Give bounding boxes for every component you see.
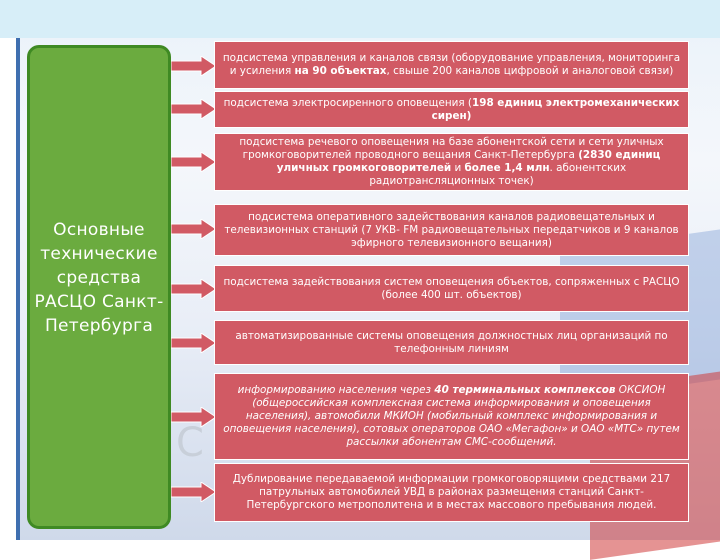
- subsystem-box-5: [214, 265, 689, 312]
- left-accent-line: [16, 38, 20, 540]
- subsystem-box-7: [214, 373, 689, 460]
- connector-arrow-6: [171, 333, 216, 353]
- subsystem-box-6: [214, 320, 689, 365]
- subsystem-text-4: подсистема оперативного задействования каналов радиовещательных и телевизионных станций (7 УКВ- FM радиовещательных передатчиков и 9 каналов эфирного телевизионного вещания): [224, 210, 679, 249]
- connector-arrow-1: [171, 56, 216, 76]
- subsystem-box-1: [214, 41, 689, 89]
- subsystem-text-8: Дублирование передаваемой информации громкоговорящими средствами 217 патрульных автомобилей УВД в районах размещения станций Санкт-Петербургского метрополитена и в местах массового пребывания людей.: [232, 473, 671, 511]
- subsystem-text-6: автоматизированные системы оповещения должностных лиц организаций по телефонным линиям: [235, 329, 668, 355]
- left-margin-stripe: [0, 38, 16, 540]
- subsystem-text-1: подсистема управления и каналов связи (оборудование управления, мониторинга и усиления на 90 объектах, свыше 200 каналов цифровой и аналоговой связи): [222, 52, 681, 77]
- subsystem-box-3: [214, 133, 689, 191]
- subsystem-box-8: [214, 463, 689, 522]
- connector-arrow-5: [171, 279, 216, 299]
- subsystem-box-2: [214, 91, 689, 128]
- connector-arrow-3: [171, 152, 216, 172]
- connector-arrow-2: [171, 99, 216, 119]
- connector-arrow-4: [171, 219, 216, 239]
- main-category-title: Основные технические средства РАСЦО Санкт-Петербурга: [34, 220, 164, 336]
- subsystem-box-4: [214, 204, 689, 256]
- connector-arrow-7: [171, 407, 216, 427]
- subsystem-text-2: подсистема электросиренного оповещения (198 единиц электромеханических сирен): [223, 96, 680, 122]
- background-watermark-letter: С: [176, 420, 204, 466]
- subsystem-text-3: подсистема речевого оповещения на базе абонентской сети и сети уличных громкоговорителей проводного вещания Санкт-Петербурга (2830 единиц уличных громкоговорителей и более 1,4 млн. абонентских радиотрансляционных точек): [239, 136, 664, 187]
- subsystem-text-5: подсистема задействования систем оповещения объектов, сопряженных с РАСЦО (более 400 шт. объектов): [223, 275, 680, 301]
- top-banner: [0, 0, 720, 38]
- subsystem-text-7: информированию населения через 40 терминальных комплексов ОКСИОН (общероссийская комплексная система информирования и оповещения населения), автомобили МКИОН (мобильный комплекс информирования и оповещения населения), сотовых операторов ОАО «Мегафон» и ОАО «МТС» путем рассылки абонентам СМС-сообщений.: [223, 384, 680, 448]
- connector-arrow-8: [171, 482, 216, 502]
